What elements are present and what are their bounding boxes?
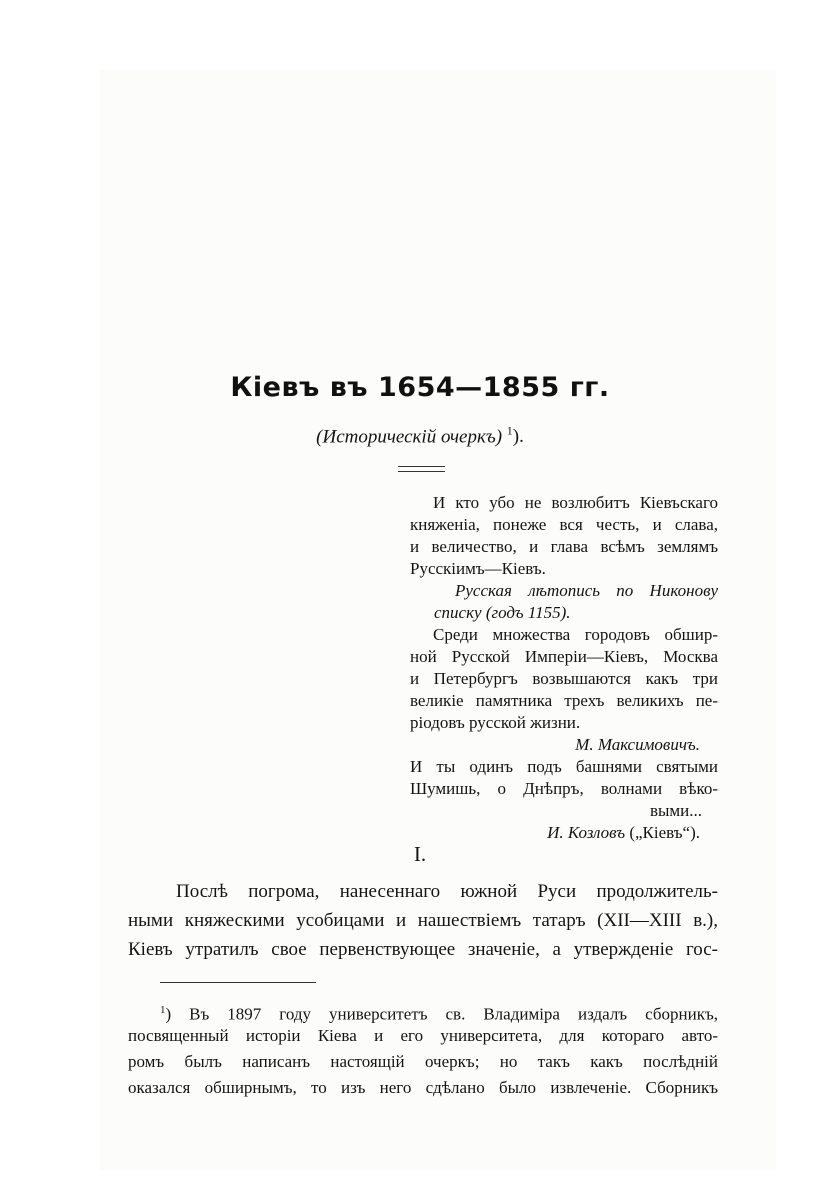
body-line-3: Кіевъ утратилъ свое первенствующее значеніе, а утвержденіе гос- [128,939,718,960]
epigraph-3-line-1: И ты одинъ подъ башнями святыми [410,757,718,776]
epigraph-1-line-4: Русскіимъ—Кіевъ. [410,559,546,578]
epigraph-2-line-1: Среди множества городовъ обшир- [433,625,718,644]
epigraph-1-line-2: княженіа, понеже вся честь, и слава, [410,515,718,534]
epigraph-3-author: И. Козловъ [547,823,626,842]
subtitle-close: ). [512,426,524,448]
epigraph-3-line-2: Шумишь, о Днѣпръ, волнами вѣко- [410,779,718,798]
epigraph-3-line-3: выми... [649,801,702,820]
epigraph-2-line-2: ной Русской Имперіи—Кіевъ, Москва [410,647,718,666]
epigraph-1-line-1: И кто убо не возлюбитъ Кіевъскаго [433,493,718,512]
footnote-line-1 [160,999,718,1026]
title-divider [398,466,445,472]
footnote-rule [160,982,316,983]
epigraph-2-line-4: великіе памятника трехъ великихъ пе- [410,691,718,710]
subtitle-footnote-mark: 1 [506,424,513,438]
footnote-line-3: ромъ былъ написанъ настоящій очеркъ; но такъ какъ послѣдній [128,1052,718,1071]
footnote-line-1-text: ) Въ 1897 году университетъ св. Владиміра издалъ сборникъ, [165,1004,718,1024]
epigraph-1-source-line-2: списку (годъ 1155). [434,603,571,622]
footnote-line-4: оказался обширнымъ, то изъ него сдѣлано было извлеченіе. Сборникъ [128,1078,718,1097]
epigraph-3-work: („Кіевъ“). [629,823,700,842]
footnote-mark: 1 [160,1004,166,1016]
subtitle [0,424,840,448]
epigraph-1-line-3: и величество, и глава всѣмъ землямъ [410,537,718,556]
body-line-2: ными княжескими усобицами и нашествіемъ татаръ (XII—XIII в.), [128,910,718,931]
epigraph-3-source [410,822,700,844]
epigraph-1-source-line-1: Русская лѣтопись по Никонову [455,581,718,600]
epigraph-2-line-3: и Петербургъ возвышаются какъ три [410,669,718,688]
body-line-1: Послѣ погрома, нанесеннаго южной Руси продолжитель- [176,881,718,902]
subtitle-text: (Историческій очеркъ) [316,426,503,448]
epigraph-2-line-5: ріодовъ русской жизни. [410,713,581,732]
footnote-line-2: посвященный исторіи Кіева и его университета, для котораго авто- [128,1026,718,1045]
page-title: Кіевъ въ 1654—1855 гг. [230,372,610,403]
epigraph-2-source: М. Максимовичъ. [575,735,700,754]
section-number: I. [413,842,427,866]
